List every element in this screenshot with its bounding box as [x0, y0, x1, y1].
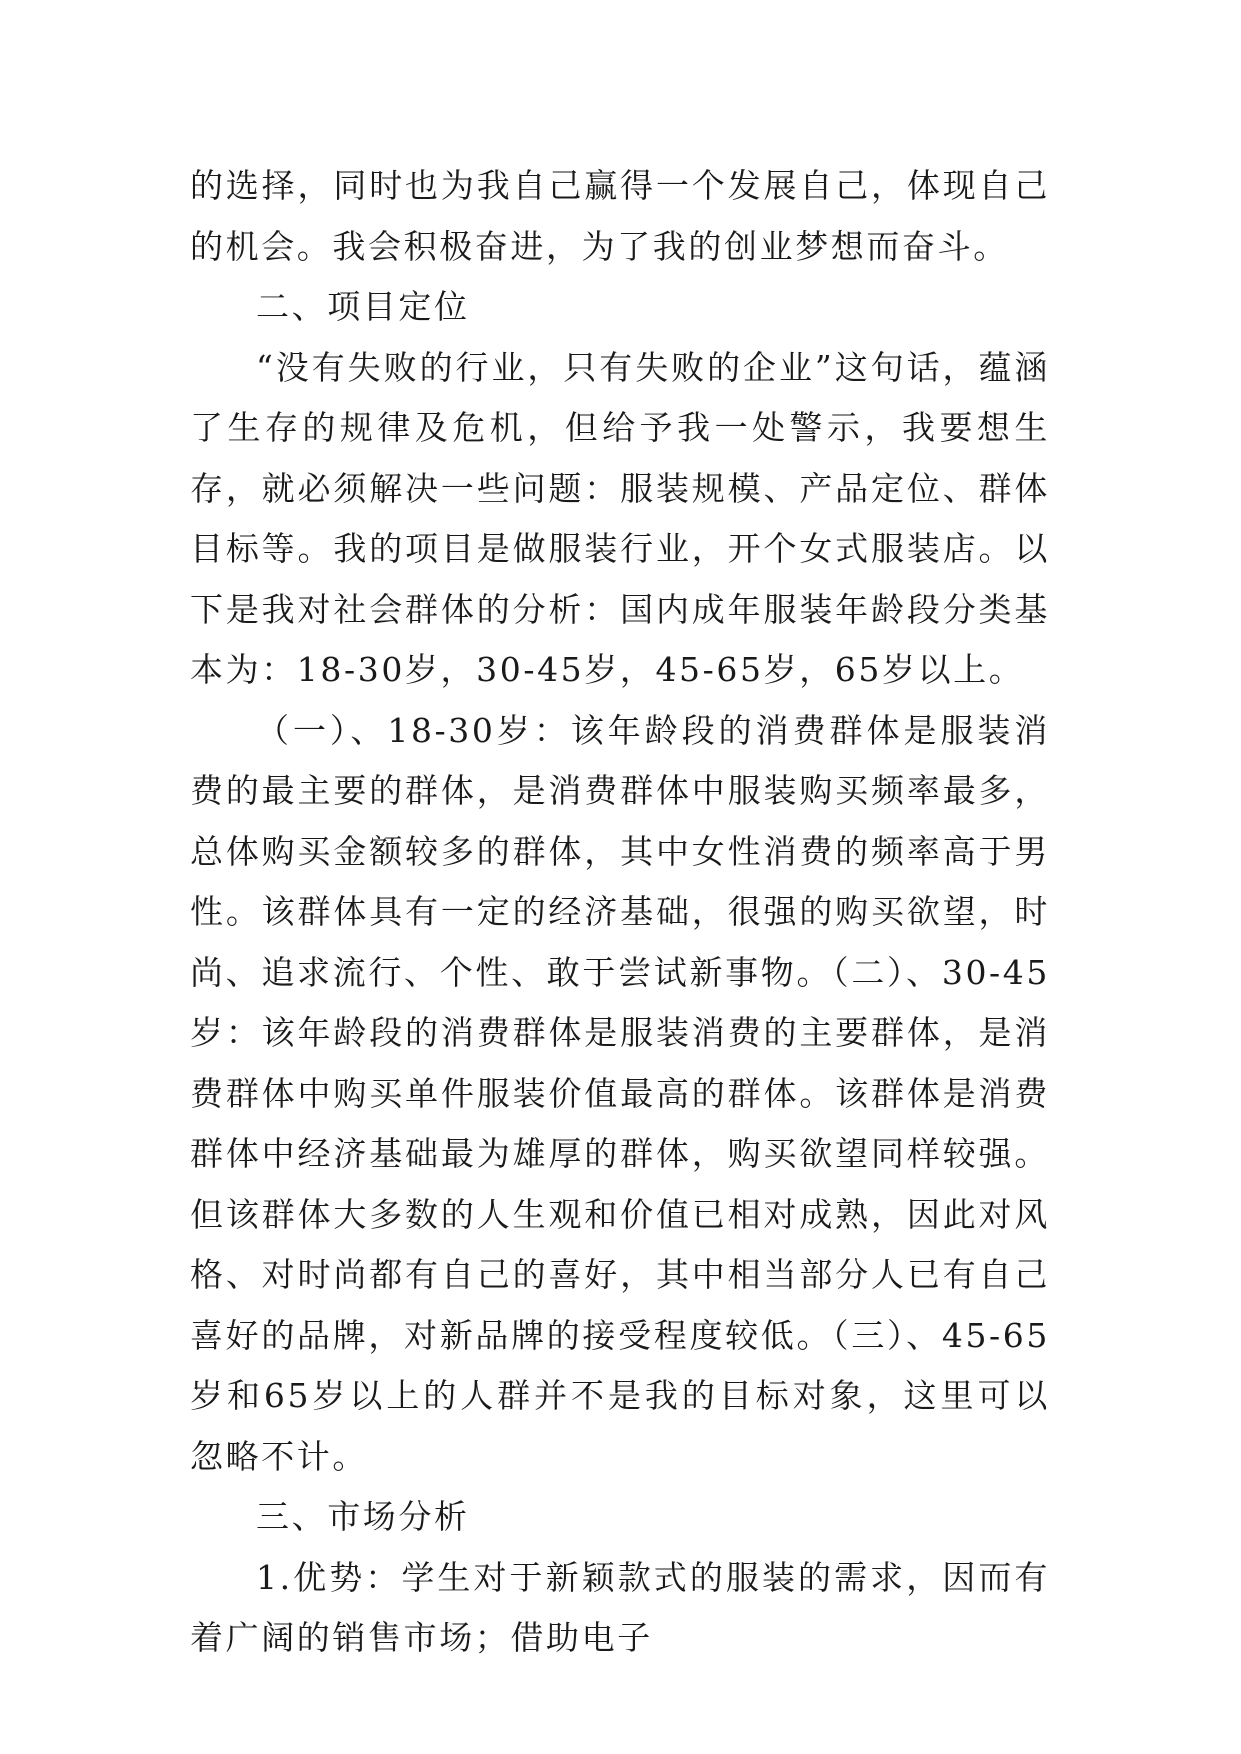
section-heading-market-analysis: 三、市场分析: [256, 1497, 470, 1536]
paragraph-advantages: 1.优势：学生对于新颖款式的服装的需求，因而有着广阔的销售市场；借助电子: [190, 1557, 1050, 1657]
paragraph-age-group-analysis: （一）、18-30岁：该年龄段的消费群体是服装消费的最主要的群体，是消费群体中服装购买频率最多，总体购买金额较多的群体，其中女性消费的频率高于男性。该群体具有一定的经济基础，很强的购买欲望，时尚、追求流行、个性、敢于尝试新事物。（二）、30-45岁：该年龄段的消费群体是服装消费的主要群体，是消费群体中购买单件服装价值最高的群体。该群体是消费群体中经济基础最为雄厚的群体，购买欲望同样较强。但该群体大多数的人生观和价值已相对成熟，因此对风格、对时尚都有自己的喜好，其中相当部分人已有自己喜好的品牌，对新品牌的接受程度较低。（三）、45-65岁和65岁以上的人群并不是我的目标对象，这里可以忽略不计。: [190, 710, 1050, 1476]
document-body: [190, 156, 1050, 1669]
paragraph-project-positioning: “没有失败的行业，只有失败的企业”这句话，蕴涵了生存的规律及危机，但给予我一处警示，我要想生存，就必须解决一些问题：服装规模、产品定位、群体目标等。我的项目是做服装行业，开个女式服装店。以下是我对社会群体的分析：国内成年服装年龄段分类基本为：18-30岁，30-45岁，45-65岁，65岁以上。: [190, 347, 1050, 689]
paragraph-continuation: 的选择，同时也为我自己赢得一个发展自己，体现自己的机会。我会积极奋进，为了我的创业梦想而奋斗。: [190, 166, 1050, 266]
section-heading-project-positioning: 二、项目定位: [256, 287, 470, 326]
